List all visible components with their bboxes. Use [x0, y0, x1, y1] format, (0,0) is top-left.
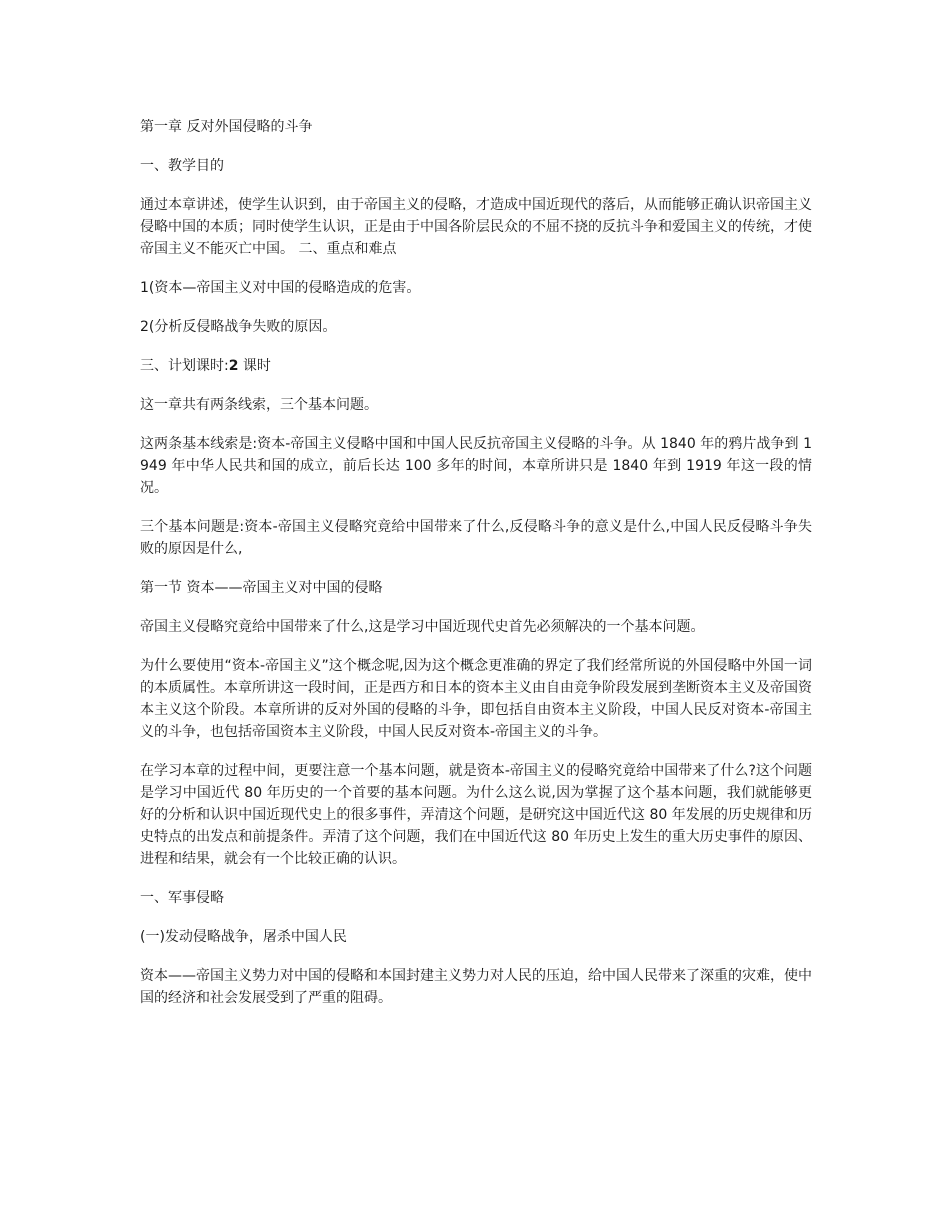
teaching-goal-paragraph: 通过本章讲述，使学生认识到，由于帝国主义的侵略，才造成中国近现代的落后，从而能够正确认识帝国主义侵略中国的本质；同时使学生认识，正是由于中国各阶层民众的不屈不挠的反抗斗争和爱国主义的传统，才使帝国主义不能灭亡中国。 二、重点和难点: [140, 197, 812, 257]
key-point-2: 2(分析反侵略战争失败的原因。: [140, 319, 337, 335]
document-page: [140, 116, 812, 1026]
section-heading-class-hours: [140, 355, 812, 377]
two-clues-paragraph: 这两条基本线索是:资本-帝国主义侵略中国和中国人民反抗帝国主义侵略的斗争。从 1840 年的鸦片战争到 1949 年中华人民共和国的成立，前后长达 100 多年的时间，本章所讲只是 1840 年到 1919 年这一段的情况。: [140, 436, 812, 496]
class-hours-prefix: 三、计划课时:: [140, 358, 229, 374]
key-point-1: 1(资本—帝国主义对中国的侵略造成的危害。: [140, 280, 421, 296]
three-issues-paragraph: 三个基本问题是:资本-帝国主义侵略究竟给中国带来了什么,反侵略斗争的意义是什么,中国人民反侵略斗争失败的原因是什么,: [140, 519, 812, 557]
chapter-title: 第一章 反对外国侵略的斗争: [140, 119, 313, 135]
section-title: 第一节 资本——帝国主义对中国的侵略: [140, 580, 383, 596]
class-hours-suffix: 课时: [238, 358, 271, 374]
military-heading: 一、军事侵略: [140, 890, 224, 906]
concept-paragraph: 为什么要使用“资本-帝国主义”这个概念呢,因为这个概念更准确的界定了我们经常所说的外国侵略中外国一词的本质属性。本章所讲这一段时间，正是西方和日本的资本主义由自由竞争阶段发展到垄断资本主义及帝国资本主义这个阶段。本章所讲的反对外国的侵略的斗争，即包括自由资本主义阶段，中国人民反对资本-帝国主义的斗争，也包括帝国资本主义阶段，中国人民反对资本-帝国主义的斗争。: [140, 658, 812, 740]
study-paragraph: 在学习本章的过程中间，更要注意一个基本问题，就是资本-帝国主义的侵略究竟给中国带来了什么?这个问题是学习中国近代 80 年历史的一个首要的基本问题。为什么这么说,因为掌握了这个基本问题，我们就能够更好的分析和认识中国近现代史上的很多事件，弄清这个问题，是研究这中国近代这 80 年发展的历史规律和历史特点的出发点和前提条件。弄清了这个问题，我们在中国近代这 80 年历史上发生的重大历史事件的原因、进程和结果，就会有一个比较正确的认识。: [140, 763, 812, 867]
military-paragraph: 资本——帝国主义势力对中国的侵略和本国封建主义势力对人民的压迫，给中国人民带来了深重的灾难，使中国的经济和社会发展受到了严重的阻碍。: [140, 968, 812, 1006]
question-paragraph: 帝国主义侵略究竟给中国带来了什么,这是学习中国近现代史首先必须解决的一个基本问题。: [140, 619, 705, 635]
class-hours-number: 2: [228, 358, 239, 374]
military-subheading: (一)发动侵略战争，屠杀中国人民: [140, 929, 347, 945]
section-heading-teaching-goal: 一、教学目的: [140, 158, 224, 174]
intro-line: 这一章共有两条线索，三个基本问题。: [140, 397, 378, 413]
